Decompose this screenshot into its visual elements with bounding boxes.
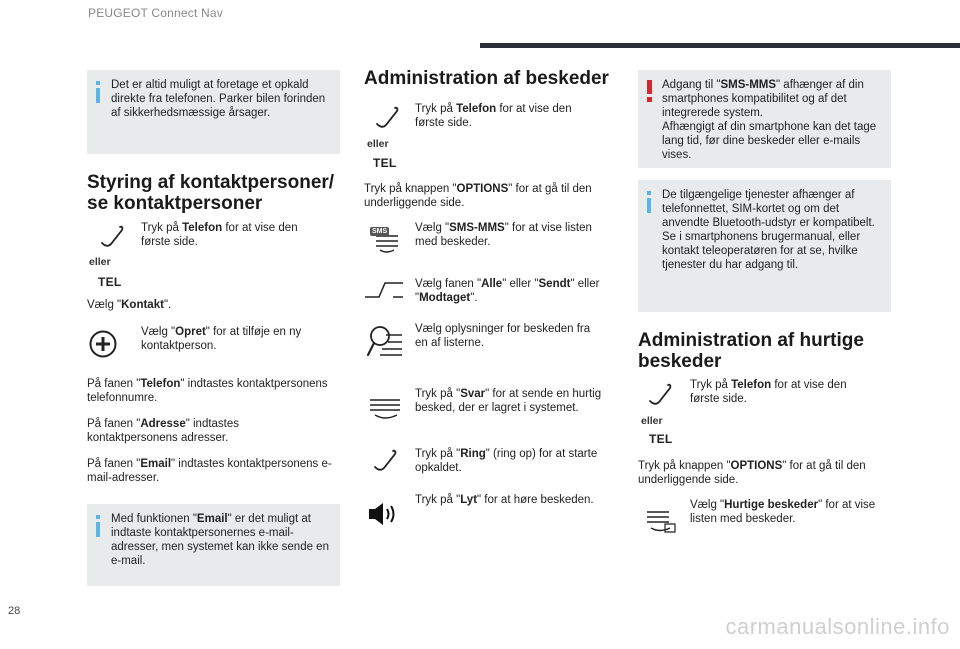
options-text: Tryk på knappen "OPTIONS" for at gå til den underliggende side. [364, 183, 592, 209]
info-icon [647, 191, 651, 213]
quick-messages-icon[interactable] [643, 504, 677, 534]
section-heading-messages: Administration af beskeder [364, 68, 609, 89]
info-text: De tilgængelige tjenester afhænger af telefonnettet, SIM-kortet og om det anvendte Bluetooth-udstyr er kompatibelt. Se i smartphonens brugermanual, eller kontakt teleoperatøren for at se, hvilke tjenester du har adgang til. [662, 189, 875, 271]
info-icon [96, 515, 100, 537]
heading-line: beskeder [638, 351, 722, 372]
phone-icon[interactable] [98, 222, 126, 250]
step-text-tabs: Vælg fanen "Alle" eller "Sendt" eller "Modtaget". [415, 278, 600, 304]
step-text-telefon: Tryk på Telefon for at vise den første side. [415, 103, 572, 129]
reply-icon[interactable] [367, 392, 403, 422]
para-email-tab: På fanen "Email" indtastes kontaktpersonens e-mail-adresser. [87, 458, 332, 484]
details-icon[interactable] [366, 323, 404, 359]
section-heading-quick-messages [638, 330, 898, 372]
page-number: 28 [8, 605, 21, 617]
phone-icon[interactable] [646, 380, 674, 408]
phone-icon[interactable] [373, 103, 401, 131]
info-box-email [87, 504, 340, 586]
step-text-telefon: Tryk på Telefon for at vise den første side. [141, 222, 298, 248]
sms-badge: SMS [372, 228, 388, 235]
eller-label: eller [89, 256, 111, 268]
info-text: Med funktionen "Email" er det muligt at indtaste kontaktpersonernes e-mail-adresser, men systemet kan ikke sende en e-mail. [111, 513, 329, 567]
warning-text: Adgang til "SMS-MMS" afhænger af din smartphones kompatibilitet og af det integrerede system. Afhængigt af din smartphone kan det tage lang tid, før dine beskeder eller e-mails vises. [662, 79, 877, 161]
heading-line: se kontaktpersoner [87, 193, 263, 214]
info-icon [96, 81, 100, 103]
tel-button-label[interactable]: TEL [373, 156, 397, 170]
step-text-sms: Vælg "SMS-MMS" for at vise listen med beskeder. [415, 222, 592, 248]
tel-button-label[interactable]: TEL [98, 275, 122, 289]
eller-label: eller [367, 138, 389, 150]
info-box-safety [87, 70, 340, 154]
eller-label: eller [641, 415, 663, 427]
step-text-telefon: Tryk på Telefon for at vise den første side. [690, 379, 847, 405]
speaker-icon[interactable] [367, 500, 401, 528]
para-telefon-tab: På fanen "Telefon" indtastes kontaktpersonens telefonnumre. [87, 378, 328, 404]
step-text-opret: Vælg "Opret" for at tilføje en ny kontaktperson. [141, 326, 302, 352]
sms-list-icon[interactable] [368, 224, 402, 254]
heading-line: Styring af kontaktpersoner/ [87, 172, 335, 193]
info-box-services [638, 180, 891, 312]
info-text: Det er altid muligt at foretage et opkald direkte fra telefonen. Parker bilen forinden af sikkerhedsmæssige årsager. [111, 79, 326, 119]
header-bar [480, 43, 960, 48]
tabs-icon[interactable] [363, 280, 405, 300]
tel-button-label[interactable]: TEL [649, 432, 673, 446]
warning-icon [647, 80, 652, 102]
step-text-details: Vælg oplysninger for beskeden fra en af listerne. [415, 323, 591, 349]
call-icon[interactable] [371, 446, 399, 474]
step-text-lyt: Tryk på "Lyt" for at høre beskeden. [415, 494, 594, 506]
select-kontakt-text: Vælg "Kontakt". [87, 299, 172, 311]
para-adresse-tab: På fanen "Adresse" indtastes kontaktpersonens adresser. [87, 418, 240, 444]
step-text-svar: Tryk på "Svar" for at sende en hurtig besked, der er lagret i systemet. [415, 388, 602, 414]
heading-line: Administration af hurtige [638, 330, 864, 351]
step-text-hurtige: Vælg "Hurtige beskeder" for at vise listen med beskeder. [690, 499, 876, 525]
running-header: PEUGEOT Connect Nav [88, 6, 223, 20]
section-heading-contacts [87, 172, 347, 214]
add-contact-icon[interactable] [88, 329, 118, 359]
warning-box-sms [638, 70, 891, 168]
step-text-ring: Tryk på "Ring" (ring op) for at starte opkaldet. [415, 448, 598, 474]
options-text: Tryk på knappen "OPTIONS" for at gå til den underliggende side. [638, 460, 866, 486]
watermark: carmanualsonline.info [725, 614, 950, 639]
